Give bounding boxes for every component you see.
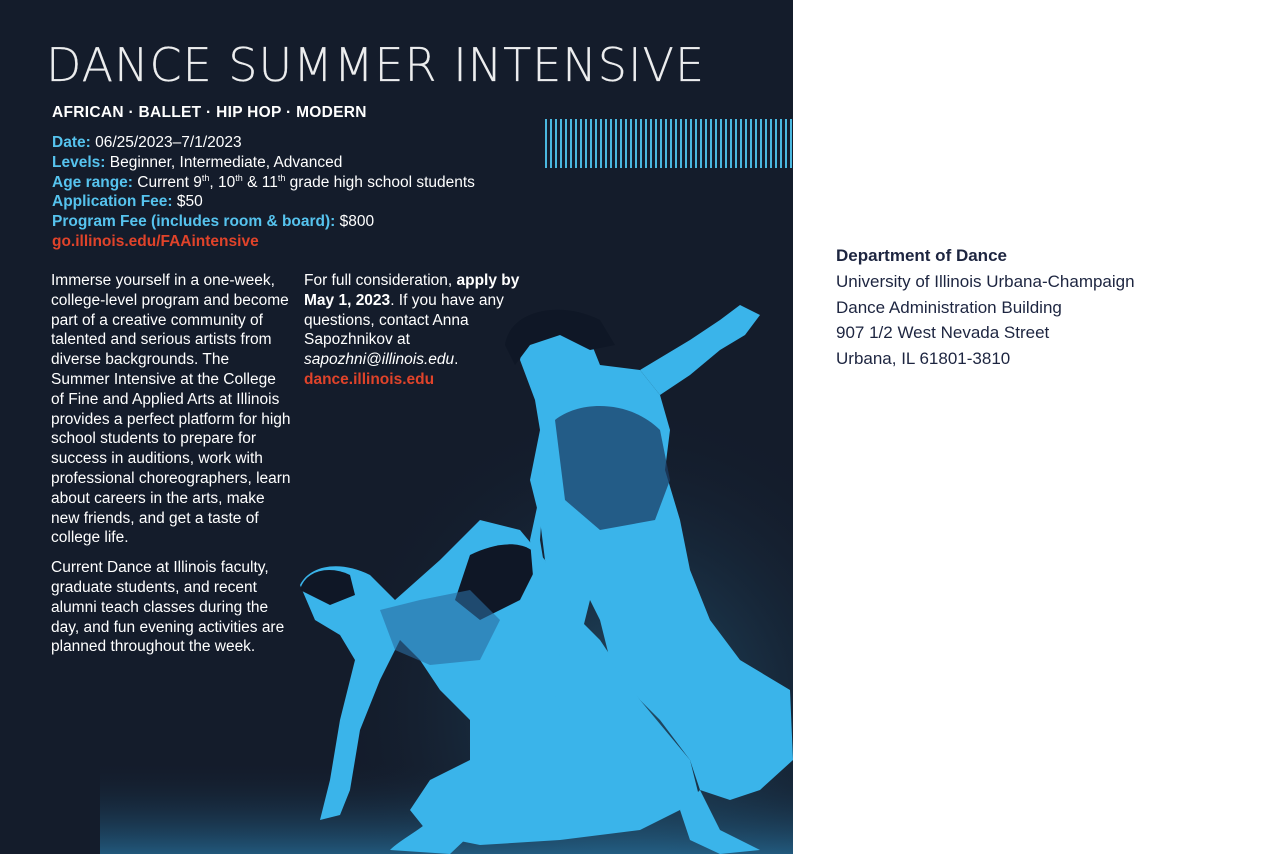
ordinal-suffix: th [201,172,210,183]
dance-styles: AFRICAN · BALLET · HIP HOP · MODERN [52,104,367,121]
contact-email[interactable]: sapozhni@illinois.edu [304,351,455,369]
description-column [51,271,291,667]
program-fee-row [52,212,475,232]
ordinal-suffix: th [277,172,286,183]
age-text: grade high school students [285,173,475,191]
description-paragraph: Current Dance at Illinois faculty, graduate students, and recent alumni teach classes during the day, and fun evening activities are planned throughout the week. [51,559,285,656]
apply-column [304,271,539,390]
date-label: Date: [52,134,91,151]
decorative-stripes [545,119,793,168]
age-row [52,173,475,193]
street-address: 907 1/2 West Nevada Street [836,323,1050,343]
mailing-address [836,243,1135,372]
flyer-title: DANCE SUMMER INTENSIVE [46,38,706,92]
age-value [137,174,475,191]
application-fee-label: Application Fee: [52,193,173,211]
levels-label: Levels: [52,153,106,171]
date-value: 06/25/2023–7/1/2023 [95,134,242,151]
city-state-zip: Urbana, IL 61801-3810 [836,349,1011,369]
date-row [52,133,475,153]
application-fee-row [52,192,475,212]
levels-value: Beginner, Intermediate, Advanced [109,153,343,171]
university-name: University of Illinois Urbana-Champaign [836,271,1135,291]
apply-deadline: apply by May 1, 2023 [304,272,520,309]
department-name: Department of Dance [836,246,1007,265]
info-link-row [52,232,475,252]
age-text: & 11 [242,173,278,191]
apply-end: . [454,351,459,369]
program-details [52,133,475,252]
building-name: Dance Administration Building [836,297,1062,317]
website-link[interactable]: dance.illinois.edu [304,370,435,388]
description-paragraph: Immerse yourself in a one-week, college-level program and become part of a creative community of talented and serious artists from diverse backgrounds. The Summer Intensive at the College of Fine and Applied Arts at Illinois provides a perfect platform for high school students to prepare for success in auditions, work with professional choreographers, learn about careers in the arts, make new friends, and get a taste of college life. [51,272,291,547]
info-link[interactable]: go.illinois.edu/FAAintensive [52,232,259,250]
levels-row [52,153,475,173]
apply-contact: . If you have any questions, contact Anna Sapozhnikov at [304,291,504,349]
program-fee-value: $800 [339,213,375,231]
age-text: , 10 [209,173,236,191]
apply-intro: For full consideration, [304,272,457,289]
apply-text [304,271,539,370]
age-label: Age range: [52,173,133,191]
ordinal-suffix: th [235,172,243,183]
age-text: Current 9 [137,173,202,191]
program-fee-label: Program Fee (includes room & board): [52,213,336,231]
application-fee-value: $50 [176,193,203,211]
